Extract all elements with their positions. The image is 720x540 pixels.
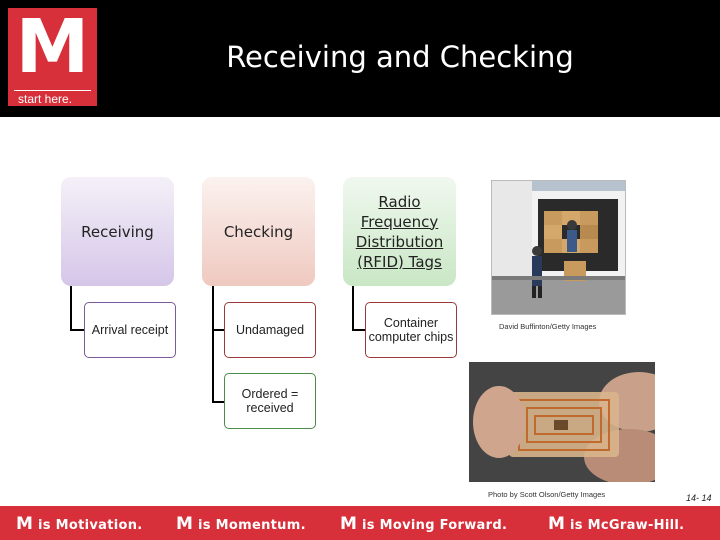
ordered-received-box	[224, 373, 316, 429]
slide-title: Receiving and Checking	[226, 40, 574, 74]
receiving-box	[61, 177, 174, 286]
header-bar	[0, 0, 720, 117]
arrival-receipt-label: Arrival receipt	[91, 323, 169, 337]
arrival-receipt-box	[84, 302, 176, 358]
connector-rfid	[352, 286, 366, 331]
checking-box	[202, 177, 315, 286]
truck-photo-illustration	[492, 181, 625, 314]
rfid-chip-photo	[469, 362, 655, 482]
checking-label: Checking	[223, 222, 294, 241]
logo-tagline: start here.	[18, 92, 73, 106]
truck-photo-credit: David Buffinton/Getty Images	[499, 322, 597, 331]
receiving-label: Receiving	[81, 222, 154, 241]
undamaged-label: Undamaged	[235, 323, 305, 337]
rfid-link[interactable]: Radio Frequency Distribution (RFID) Tags	[355, 192, 444, 271]
rfid-chip-illustration	[469, 362, 655, 482]
undamaged-box	[224, 302, 316, 358]
footer-item-momentum: M is Momentum.	[176, 514, 306, 534]
mcgraw-hill-logo	[8, 4, 97, 106]
footer-item-mcgraw-hill: M is McGraw-Hill.	[548, 514, 685, 534]
page-number: 14- 14	[686, 493, 712, 503]
chip-photo-credit: Photo by Scott Olson/Getty Images	[488, 490, 606, 499]
logo-letter: M	[15, 4, 90, 90]
footer-item-motivation: M is Motivation.	[16, 514, 143, 534]
ordered-received-label: Ordered = received	[241, 387, 299, 415]
container-chips-box	[365, 302, 457, 358]
container-chips-label: Container computer chips	[368, 316, 454, 344]
rfid-box[interactable]	[343, 177, 456, 286]
footer-item-moving-forward: M is Moving Forward.	[340, 514, 508, 534]
logo-divider	[14, 90, 91, 91]
truck-photo	[491, 180, 626, 315]
footer-bar	[0, 506, 720, 540]
connector-receiving	[70, 286, 84, 331]
